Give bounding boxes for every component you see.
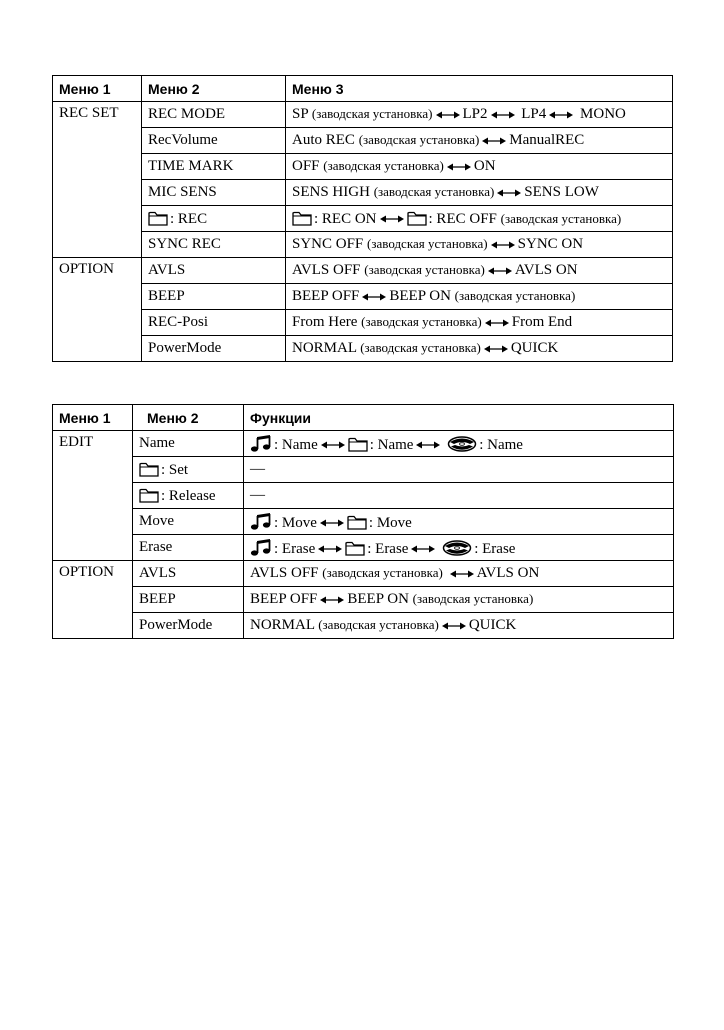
menu3-cell: OFF (заводская установка) ON — [286, 154, 673, 180]
menu3-cell: SYNC OFF (заводская установка) SYNC ON — [286, 232, 673, 258]
menu2-cell: PowerMode — [142, 336, 286, 362]
double-arrow-icon — [491, 240, 515, 250]
function-cell: BEEP OFF BEEP ON (заводская установка) — [244, 587, 674, 613]
menu2-cell: : REC — [142, 206, 286, 232]
table-row — [53, 535, 674, 561]
menu3-cell: AVLS OFF (заводская установка) AVLS ON — [286, 258, 673, 284]
folder-icon — [139, 487, 159, 503]
table-row — [53, 206, 673, 232]
double-arrow-icon — [497, 188, 521, 198]
menu2-cell: Erase — [133, 535, 244, 561]
function-cell: NORMAL (заводская установка) QUICK — [244, 613, 674, 639]
menu3-cell: SENS HIGH (заводская установка) SENS LOW — [286, 180, 673, 206]
table-row — [53, 232, 673, 258]
menu3-cell: BEEP OFF BEEP ON (заводская установка) — [286, 284, 673, 310]
music-note-icon — [250, 434, 272, 452]
menu3-cell: SP (заводская установка) LP2 LP4 MONO — [286, 102, 673, 128]
disc-icon — [447, 436, 477, 452]
menu2-cell: REC-Posi — [142, 310, 286, 336]
menu2-cell: : Set — [133, 457, 244, 483]
table-row — [53, 587, 674, 613]
column-header: Меню 2 — [133, 405, 244, 431]
double-arrow-icon — [380, 214, 404, 224]
function-cell: : Move : Move — [244, 509, 674, 535]
table-row — [53, 310, 673, 336]
table-row — [53, 258, 673, 284]
group-cell: REC SET — [53, 102, 142, 258]
function-cell: : Erase : Erase : Erase — [244, 535, 674, 561]
table-row — [53, 284, 673, 310]
table-row — [53, 102, 673, 128]
menu2-cell: : Release — [133, 483, 244, 509]
menu2-cell: PowerMode — [133, 613, 244, 639]
double-arrow-icon — [482, 136, 506, 146]
double-arrow-icon — [416, 440, 440, 450]
menu2-cell: BEEP — [142, 284, 286, 310]
double-arrow-icon — [362, 292, 386, 302]
menu2-cell: MIC SENS — [142, 180, 286, 206]
column-header: Функции — [244, 405, 674, 431]
menu3-cell: Auto REC (заводская установка) ManualREC — [286, 128, 673, 154]
table-row — [53, 509, 674, 535]
column-header: Меню 3 — [286, 76, 673, 102]
double-arrow-icon — [411, 544, 435, 554]
folder-icon — [148, 210, 168, 226]
menu2-cell: Move — [133, 509, 244, 535]
table-row — [53, 561, 674, 587]
folder-icon — [139, 461, 159, 477]
function-cell: : Name : Name : Name — [244, 431, 674, 457]
group-cell: OPTION — [53, 258, 142, 362]
double-arrow-icon — [318, 544, 342, 554]
music-note-icon — [250, 538, 272, 556]
double-arrow-icon — [484, 344, 508, 354]
menu2-cell: SYNC REC — [142, 232, 286, 258]
menu2-cell: REC MODE — [142, 102, 286, 128]
group-cell: OPTION — [53, 561, 133, 639]
function-cell: — — [244, 483, 674, 509]
double-arrow-icon — [321, 440, 345, 450]
column-header: Меню 1 — [53, 405, 133, 431]
menu2-cell: BEEP — [133, 587, 244, 613]
double-arrow-icon — [442, 621, 466, 631]
table-row — [53, 483, 674, 509]
function-cell: AVLS OFF (заводская установка) AVLS ON — [244, 561, 674, 587]
functions-table — [52, 404, 674, 639]
column-header: Меню 2 — [142, 76, 286, 102]
double-arrow-icon — [447, 162, 471, 172]
folder-icon — [347, 514, 367, 530]
column-header: Меню 1 — [53, 76, 142, 102]
double-arrow-icon — [436, 110, 460, 120]
menu3-cell: NORMAL (заводская установка) QUICK — [286, 336, 673, 362]
table-row — [53, 128, 673, 154]
group-cell: EDIT — [53, 431, 133, 561]
double-arrow-icon — [450, 569, 474, 579]
folder-icon — [348, 436, 368, 452]
menu3-cell: : REC ON : REC OFF (заводская установка) — [286, 206, 673, 232]
folder-icon — [345, 540, 365, 556]
function-cell: — — [244, 457, 674, 483]
menu2-cell: Name — [133, 431, 244, 457]
menu2-cell: TIME MARK — [142, 154, 286, 180]
table-header-row — [53, 76, 673, 102]
disc-icon — [442, 540, 472, 556]
double-arrow-icon — [485, 318, 509, 328]
table-row — [53, 154, 673, 180]
menu3-table — [52, 75, 673, 362]
table-row — [53, 336, 673, 362]
table-row — [53, 457, 674, 483]
double-arrow-icon — [320, 518, 344, 528]
double-arrow-icon — [491, 110, 515, 120]
menu3-cell: From Here (заводская установка) From End — [286, 310, 673, 336]
folder-icon — [407, 210, 427, 226]
folder-icon — [292, 210, 312, 226]
menu2-cell: RecVolume — [142, 128, 286, 154]
music-note-icon — [250, 512, 272, 530]
menu2-cell: AVLS — [142, 258, 286, 284]
double-arrow-icon — [488, 266, 512, 276]
menu2-cell: AVLS — [133, 561, 244, 587]
table-row — [53, 613, 674, 639]
double-arrow-icon — [320, 595, 344, 605]
table-row — [53, 180, 673, 206]
table-row — [53, 431, 674, 457]
double-arrow-icon — [549, 110, 573, 120]
table-header-row — [53, 405, 674, 431]
